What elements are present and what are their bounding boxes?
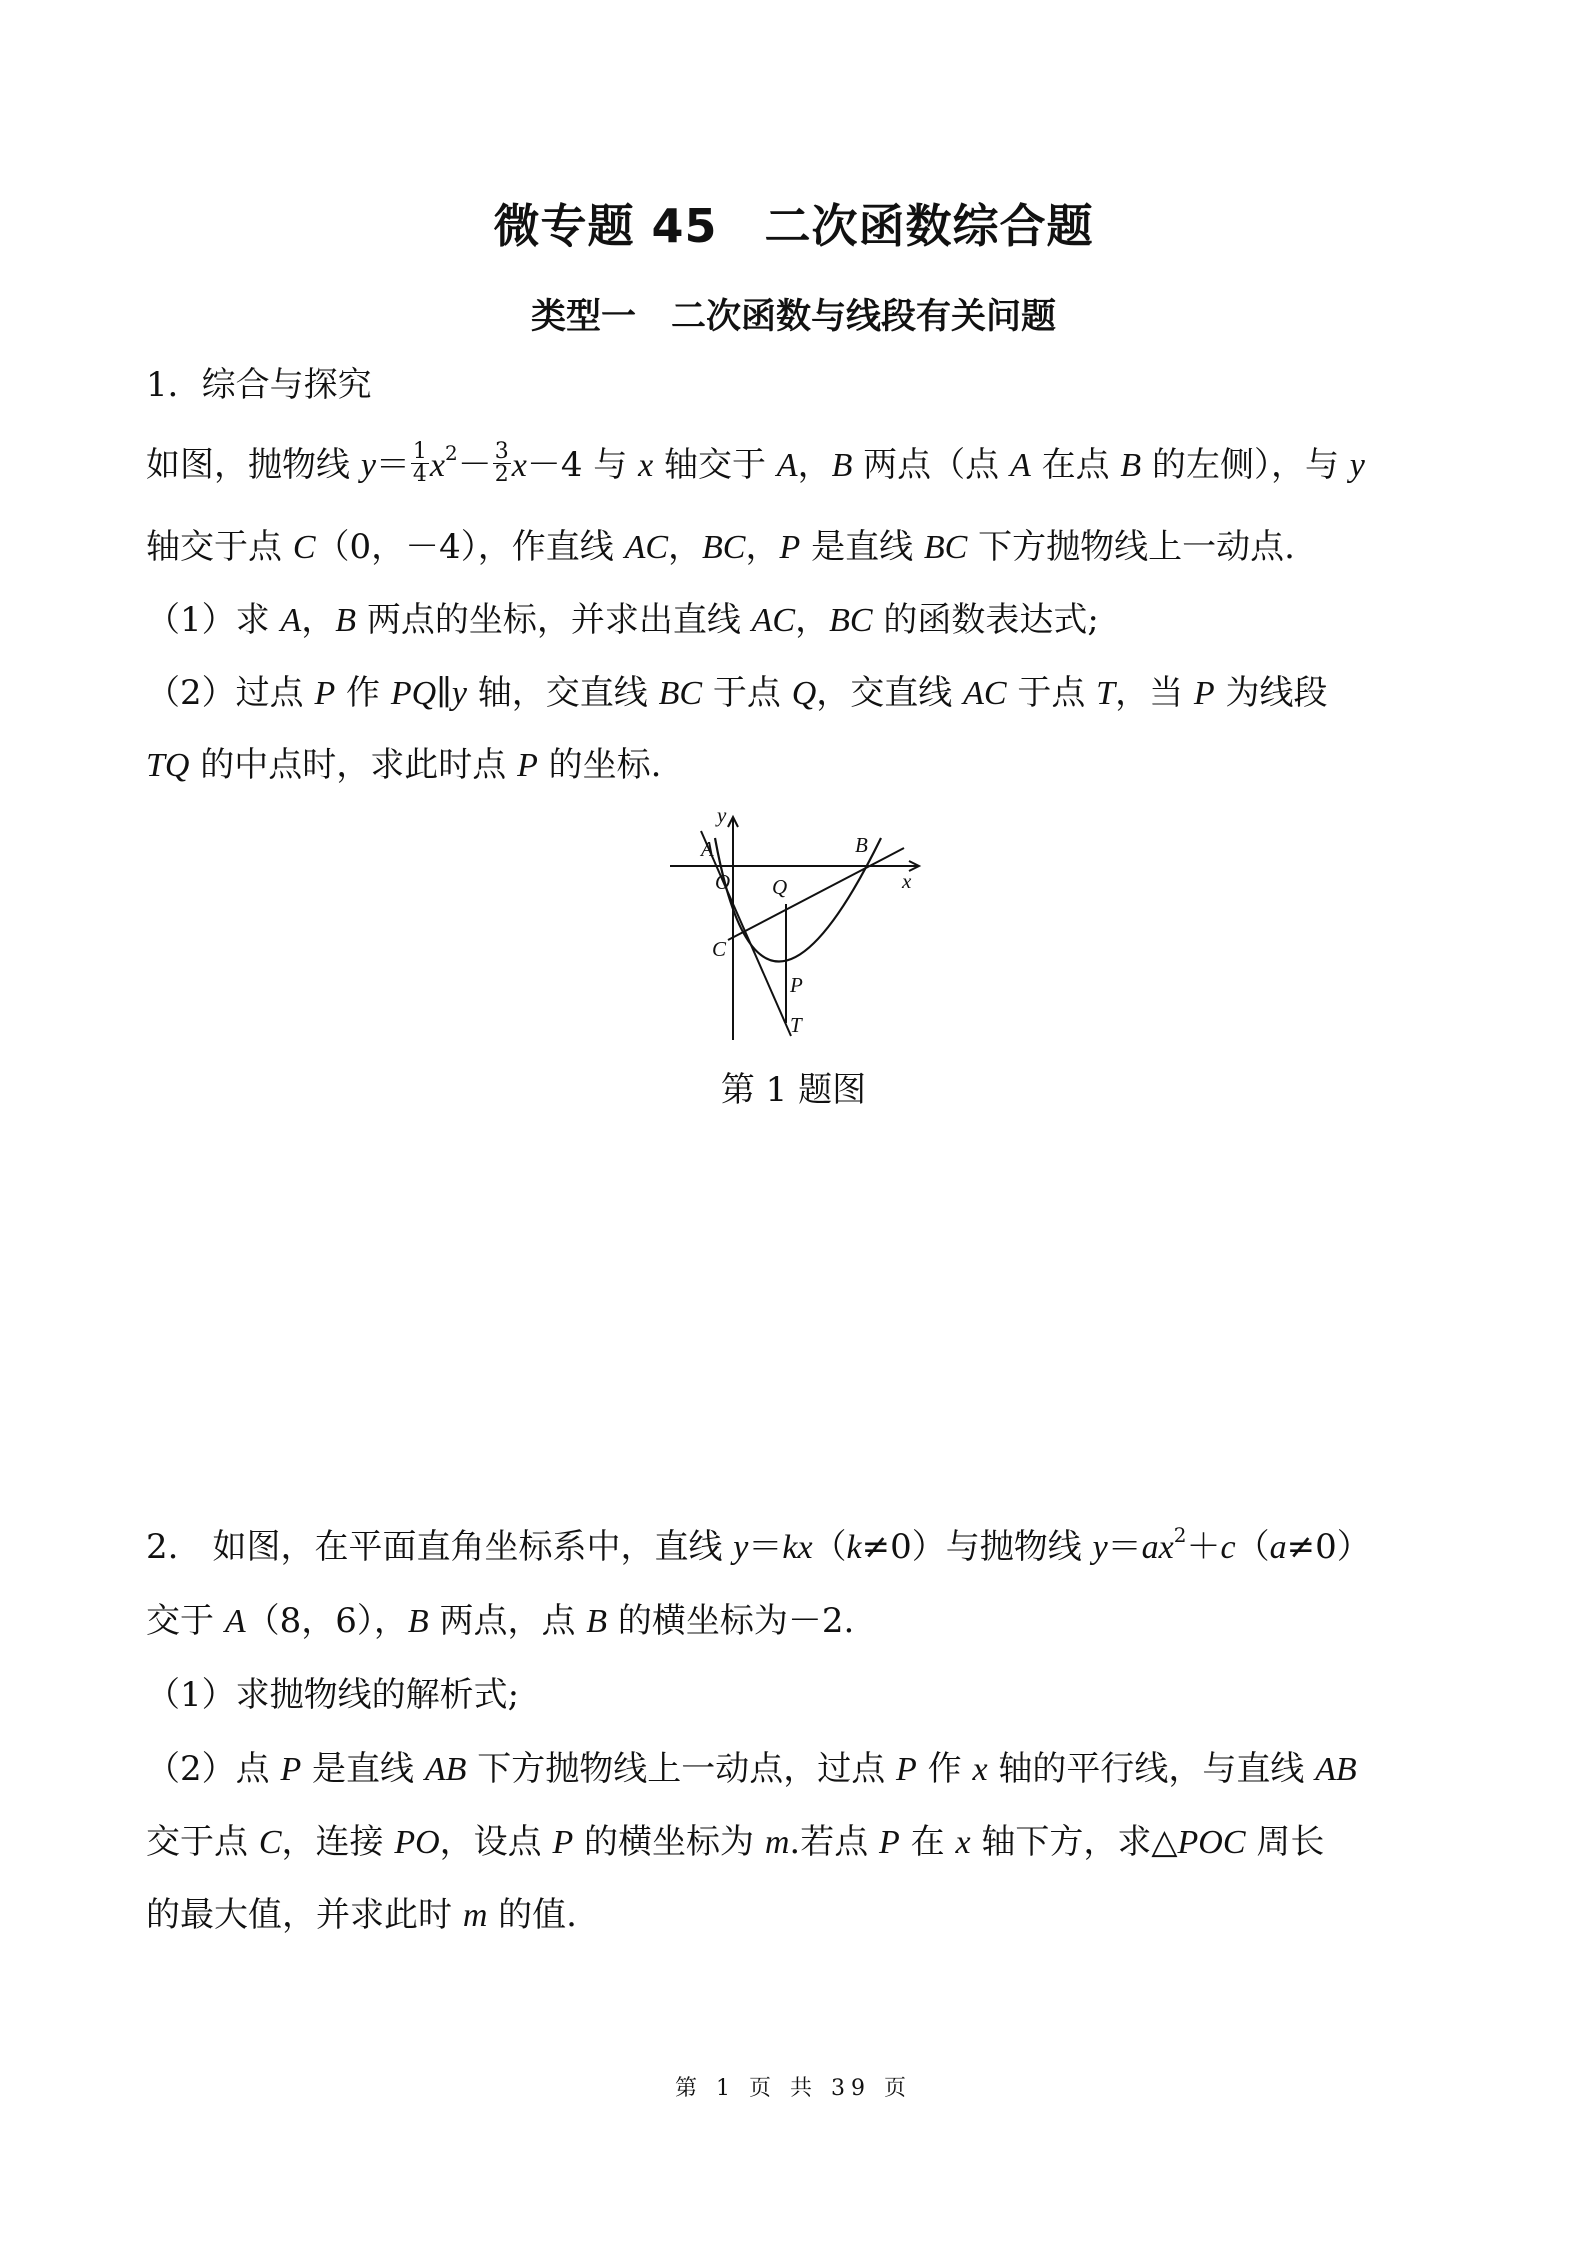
figure-1-graph bbox=[660, 808, 930, 1048]
question-1-heading: 1．综合与探究 bbox=[146, 365, 372, 405]
label-q: Q bbox=[772, 875, 788, 899]
question-1-part-2: （2）过点 P 作 PQ∥y 轴，交直线 BC 于点 Q，交直线 AC 于点 T，当 P 为线段 bbox=[146, 673, 1328, 713]
question-1-line-2: 轴交于点 C（0，－4），作直线 AC，BC，P 是直线 BC 下方抛物线上一动点. bbox=[146, 527, 1295, 567]
label-c: C bbox=[712, 937, 727, 961]
label-o: O bbox=[715, 870, 731, 894]
question-1-part-1: （1）求 A，B 两点的坐标，并求出直线 AC，BC 的函数表达式; bbox=[146, 600, 1099, 640]
line-bc bbox=[728, 848, 904, 940]
line-ac bbox=[701, 831, 791, 1036]
figure-1-caption: 第 1 题图 bbox=[720, 1070, 867, 1110]
fraction-one-quarter: $\frac{1}{4}$ bbox=[412, 438, 427, 487]
question-2-part-1: （1）求抛物线的解析式; bbox=[146, 1675, 520, 1715]
question-1-line-1: 如图，抛物线 y＝ $\frac{1}{4}$ $x^2-$ $\frac{3}{2}$ x－4 与 x 轴交于 A，B 两点（点 A 在点 B 的左侧），与 y bbox=[146, 438, 1365, 487]
question-1-part-2-cont: TQ 的中点时，求此时点 P 的坐标. bbox=[146, 745, 662, 785]
label-t: T bbox=[790, 1013, 802, 1037]
label-p: P bbox=[790, 973, 803, 997]
question-2-part-2-line-2: 交于点 C，连接 PO，设点 P 的横坐标为 m.若点 P 在 x 轴下方，求△POC 周长 bbox=[146, 1822, 1325, 1862]
label-x: x bbox=[902, 869, 912, 893]
y-axis bbox=[728, 817, 738, 1040]
fraction-three-halves: $\frac{3}{2}$ bbox=[494, 438, 509, 487]
page-title: 微专题 45 二次函数综合题 bbox=[493, 199, 1094, 253]
x-axis bbox=[670, 861, 919, 871]
label-b: B bbox=[855, 833, 868, 857]
page-footer: 第 1 页 共 39 页 bbox=[675, 2076, 912, 2101]
question-2-line-2: 交于 A（8，6），B 两点，点 B 的横坐标为－2. bbox=[146, 1601, 855, 1641]
label-y: y bbox=[717, 808, 727, 827]
question-2-part-2: （2）点 P 是直线 AB 下方抛物线上一动点，过点 P 作 x 轴的平行线，与直线 AB bbox=[146, 1749, 1357, 1789]
question-2-line-1: 2. 如图，在平面直角坐标系中，直线 y＝kx（k≠0）与抛物线 $y=ax^2+c(a\ne 0)$ bbox=[146, 1522, 1371, 1567]
question-2-part-2-line-3: 的最大值，并求此时 m 的值. bbox=[146, 1895, 577, 1935]
label-a: A bbox=[701, 837, 714, 861]
section-subtitle: 类型一 二次函数与线段有关问题 bbox=[530, 297, 1056, 337]
